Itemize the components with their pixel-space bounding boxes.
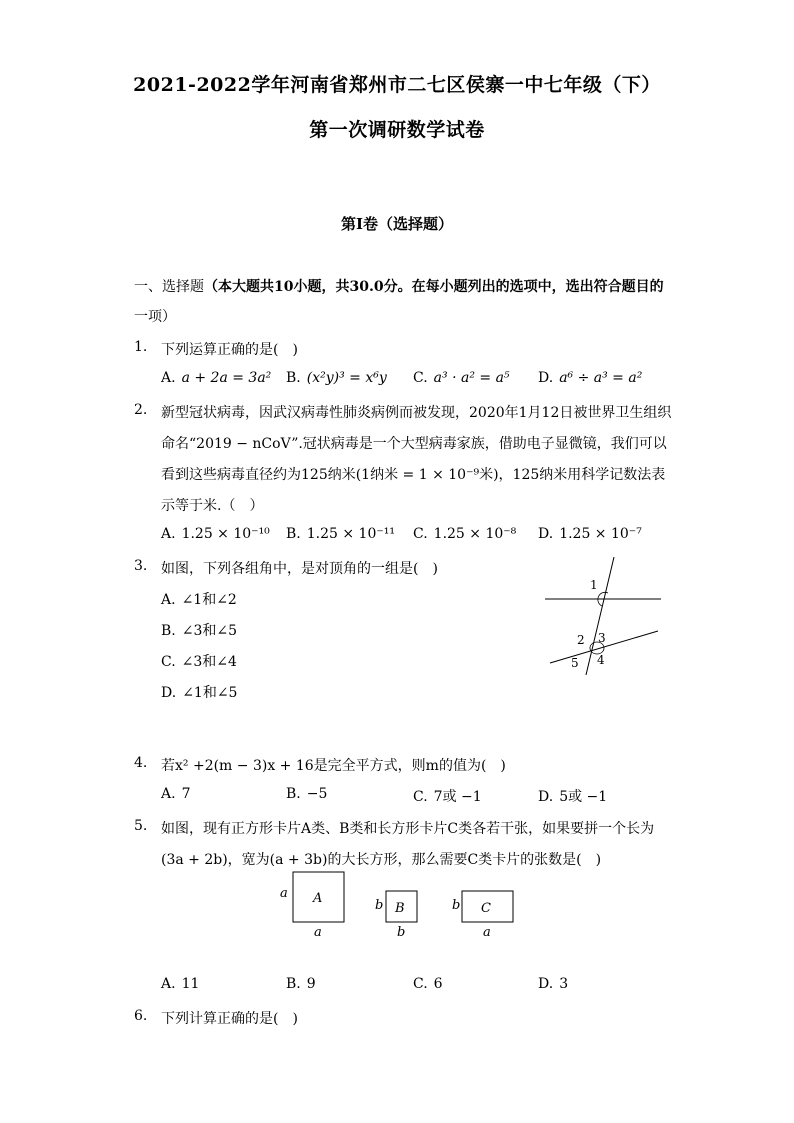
q2-stem-line3: 看到这些病毒直径约为125纳米(1纳米 = 1 × 10⁻⁹米)，125纳米用科学记数法表 bbox=[161, 467, 666, 483]
option-text: ∠3和∠4 bbox=[181, 654, 237, 670]
q1-number: 1. bbox=[134, 339, 148, 355]
option-label: A. bbox=[161, 370, 176, 386]
option-label: D. bbox=[538, 370, 554, 386]
part-label: 一、选择题 bbox=[134, 279, 204, 295]
paper-title-line1: 2021-2022学年河南省郑州市二七区侯寨一中七年级（下） bbox=[133, 74, 661, 96]
option-text: 11 bbox=[181, 976, 200, 992]
option-text: a + 2a = 3a² bbox=[181, 370, 272, 386]
section-heading: 第I卷（选择题） bbox=[340, 215, 454, 233]
q3-option-a bbox=[161, 589, 237, 609]
option-text: (x²y)³ = x⁶y bbox=[306, 370, 387, 386]
q3-option-d bbox=[161, 682, 237, 702]
q5-option-d bbox=[538, 976, 568, 992]
q5-stem-line1: 如图，现有正方形卡片A类、B类和长方形卡片C类各若干张，如果要拼一个长为 bbox=[161, 821, 655, 837]
q3-stem: 如图，下列各组角中，是对顶角的一组是( ) bbox=[161, 561, 438, 577]
q4-option-d bbox=[538, 786, 607, 806]
option-label: C. bbox=[161, 654, 176, 670]
card-c-side-label: b bbox=[452, 898, 461, 913]
q3-option-b bbox=[161, 620, 237, 640]
paper-title-line2: 第一次调研数学试卷 bbox=[309, 119, 485, 141]
option-label: C. bbox=[413, 976, 428, 992]
q5-stem-line2: (3a + 2b)，宽为(a + 3b)的大长方形，那么需要C类卡片的张数是( ) bbox=[161, 852, 602, 868]
option-label: A. bbox=[161, 592, 176, 608]
q2-number: 2. bbox=[134, 402, 148, 418]
q2-option-b bbox=[286, 526, 395, 542]
q1-option-c bbox=[413, 370, 510, 386]
q2-option-c bbox=[413, 526, 516, 542]
q5-option-a bbox=[161, 976, 199, 992]
q4-option-c bbox=[413, 786, 482, 806]
q1-stem: 下列运算正确的是( ) bbox=[161, 342, 298, 358]
card-b-side-label: b bbox=[375, 898, 384, 913]
card-b-bottom-label: b bbox=[397, 925, 406, 940]
option-text: ∠1和∠2 bbox=[181, 592, 237, 608]
option-label: B. bbox=[161, 623, 176, 639]
q3-option-c bbox=[161, 651, 237, 671]
option-label: A. bbox=[161, 786, 176, 802]
option-text: 6 bbox=[433, 976, 443, 992]
card-a bbox=[280, 872, 344, 940]
option-label: B. bbox=[286, 976, 301, 992]
card-a-name: A bbox=[313, 891, 323, 906]
part-note-line1: （本大题共10小题，共30.0分。在每小题列出的选项中，选出符合题目的 bbox=[204, 279, 664, 295]
q2-stem-line1: 新型冠状病毒，因武汉病毒性肺炎病例而被发现，2020年1月12日被世界卫生组织 bbox=[161, 405, 672, 421]
angle-label-1: 1 bbox=[590, 578, 598, 592]
q1-option-d bbox=[538, 370, 642, 386]
option-text: 5或 −1 bbox=[559, 789, 608, 805]
q3-angle-figure bbox=[540, 550, 670, 690]
option-label: D. bbox=[538, 526, 554, 542]
q5-option-c bbox=[413, 976, 443, 992]
option-text: a⁶ ÷ a³ = a² bbox=[559, 370, 643, 386]
q2-stem-line4: 示等于米.（ ） bbox=[161, 498, 264, 514]
q5-card-figure bbox=[270, 864, 530, 944]
q1-option-b bbox=[286, 370, 387, 386]
q6-stem: 下列计算正确的是( ) bbox=[161, 1011, 298, 1027]
option-label: A. bbox=[161, 526, 176, 542]
q5-option-b bbox=[286, 976, 316, 992]
q2-stem-line2: 命名“2019 − nCoV”.冠状病毒是一个大型病毒家族，借助电子显微镜，我们可以 bbox=[161, 436, 667, 452]
angle-label-2: 2 bbox=[577, 633, 585, 647]
q3-number: 3. bbox=[134, 558, 148, 574]
q6-number: 6. bbox=[134, 1008, 148, 1024]
option-text: −5 bbox=[306, 786, 328, 802]
card-a-bottom-label: a bbox=[314, 925, 322, 940]
option-text: 7 bbox=[181, 786, 191, 802]
card-c-bottom-label: a bbox=[483, 925, 491, 940]
part-instruction bbox=[134, 276, 664, 296]
q5-number: 5. bbox=[134, 818, 148, 834]
option-text: 1.25 × 10⁻¹⁰ bbox=[181, 526, 270, 542]
option-label: B. bbox=[286, 786, 301, 802]
option-label: D. bbox=[538, 976, 554, 992]
option-label: D. bbox=[161, 685, 177, 701]
option-text: 3 bbox=[559, 976, 569, 992]
option-label: C. bbox=[413, 370, 428, 386]
card-c-name: C bbox=[481, 901, 491, 916]
card-b bbox=[375, 891, 417, 940]
card-a-side-label: a bbox=[280, 886, 288, 901]
card-c bbox=[452, 891, 513, 940]
part-note-line2: 一项） bbox=[134, 309, 176, 325]
q2-option-d bbox=[538, 526, 642, 542]
option-label: B. bbox=[286, 526, 301, 542]
angle-label-3: 3 bbox=[598, 631, 606, 645]
option-text: 1.25 × 10⁻⁸ bbox=[433, 526, 517, 542]
q4-stem: 若x² +2(m − 3)x + 16是完全平方式，则m的值为( ) bbox=[161, 758, 506, 774]
option-text: a³ · a² = a⁵ bbox=[433, 370, 510, 386]
option-label: D. bbox=[538, 789, 554, 805]
option-text: 1.25 × 10⁻⁷ bbox=[559, 526, 642, 542]
option-label: C. bbox=[413, 789, 428, 805]
option-text: ∠3和∠5 bbox=[181, 623, 238, 639]
card-b-name: B bbox=[395, 901, 405, 916]
q4-option-a bbox=[161, 786, 190, 802]
q4-number: 4. bbox=[134, 755, 148, 771]
option-text: 1.25 × 10⁻¹¹ bbox=[306, 526, 395, 542]
option-text: 9 bbox=[306, 976, 316, 992]
q2-option-a bbox=[161, 526, 270, 542]
option-label: B. bbox=[286, 370, 301, 386]
option-label: A. bbox=[161, 976, 176, 992]
angle-label-4: 4 bbox=[597, 653, 605, 667]
option-text: 7或 −1 bbox=[433, 789, 482, 805]
option-text: ∠1和∠5 bbox=[182, 685, 238, 701]
angle-label-5: 5 bbox=[571, 656, 579, 670]
q1-option-a bbox=[161, 370, 271, 386]
q4-option-b bbox=[286, 786, 327, 802]
option-label: C. bbox=[413, 526, 428, 542]
